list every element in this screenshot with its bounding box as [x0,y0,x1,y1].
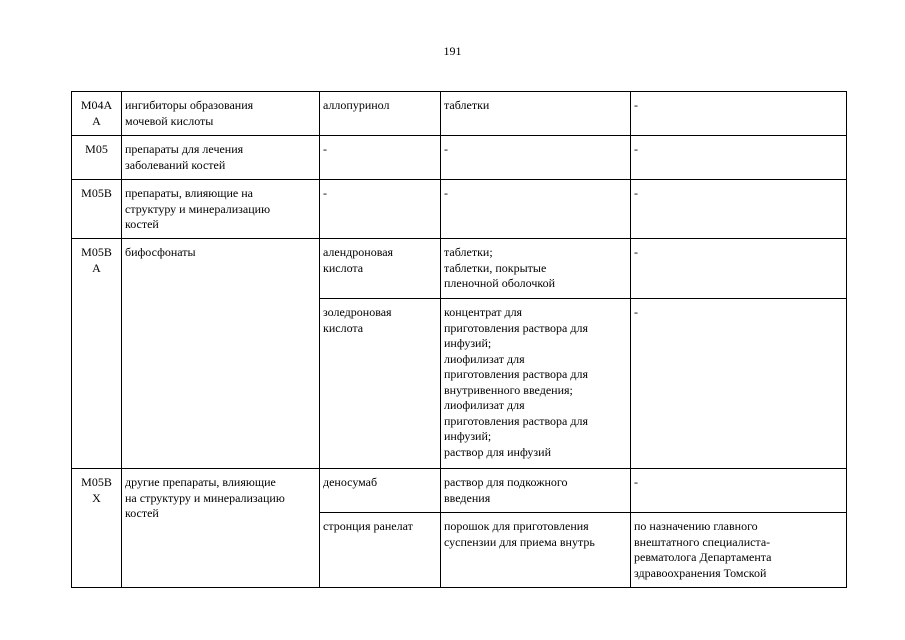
drug-name: алендроновая кислота [320,239,441,299]
table-row [72,469,847,513]
note: - [631,136,847,180]
drug-name: деносумаб [320,469,441,513]
drug-name: стронция ранелат [320,513,441,588]
atc-group-name: ингибиторы образования мочевой кислоты [122,92,320,136]
atc-group-name: препараты, влияющие на структуру и минерализацию костей [122,180,320,239]
atc-code: M05B X [72,469,122,588]
note: - [631,469,847,513]
table-row [72,92,847,136]
drug-table [71,91,847,588]
table-row [72,239,847,299]
dosage-form: концентрат для приготовления раствора для инфузий; лиофилизат для приготовления раствора для внутривенного введения; лиофилизат для приготовления раствора для инфузий; раствор для инфузий [441,299,631,469]
atc-code: M05B A [72,239,122,469]
table-row [72,136,847,180]
note: - [631,180,847,239]
drug-name: - [320,136,441,180]
page-number: 191 [443,44,462,58]
note: - [631,299,847,469]
atc-group-name: другие препараты, влияющие на структуру и минерализацию костей [122,469,320,588]
drug-name: аллопуринол [320,92,441,136]
dosage-form: - [441,136,631,180]
note: - [631,92,847,136]
drug-name: - [320,180,441,239]
table-row [72,180,847,239]
note: - [631,239,847,299]
note: по назначению главного внештатного специалиста- ревматолога Департамента здравоохранения Томской [631,513,847,588]
atc-group-name: бифосфонаты [122,239,320,469]
dosage-form: порошок для приготовления суспензии для приема внутрь [441,513,631,588]
atc-code: M05B [72,180,122,239]
atc-group-name: препараты для лечения заболеваний костей [122,136,320,180]
dosage-form: - [441,180,631,239]
drug-name: золедроновая кислота [320,299,441,469]
dosage-form: раствор для подкожного введения [441,469,631,513]
atc-code: M05 [72,136,122,180]
dosage-form: таблетки [441,92,631,136]
atc-code: M04A A [72,92,122,136]
dosage-form: таблетки; таблетки, покрытые пленочной оболочкой [441,239,631,299]
